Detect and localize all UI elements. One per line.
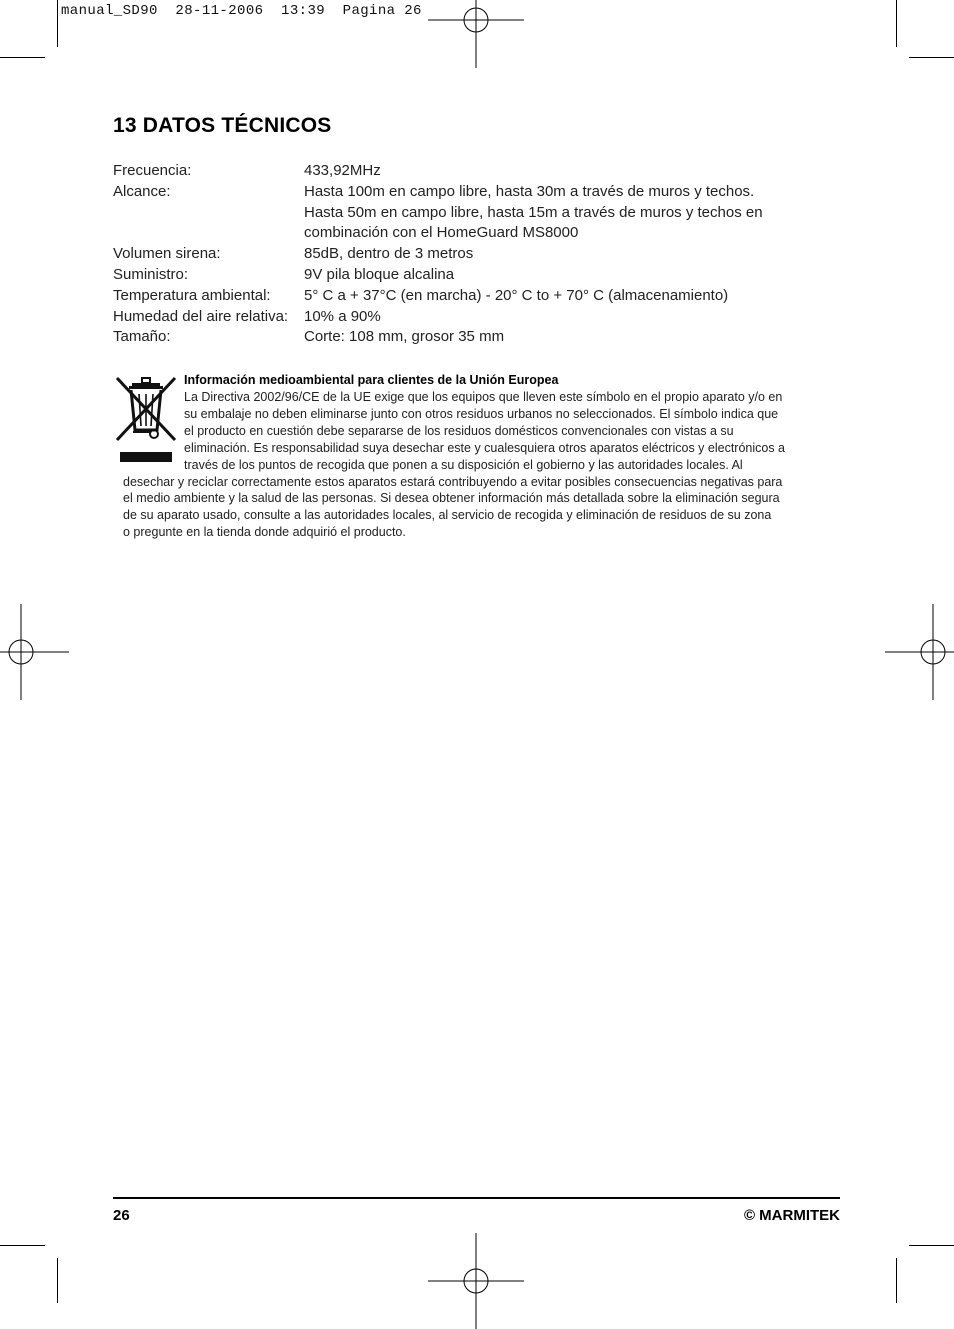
registration-mark-right (885, 604, 954, 700)
spec-label: Humedad del aire relativa: (113, 307, 289, 325)
registration-mark-left (0, 604, 69, 700)
spec-value-line: 9V pila bloque alcalina (304, 265, 455, 283)
spec-row (113, 307, 833, 328)
spec-label: Volumen sirena: (113, 245, 221, 263)
crop-mark (0, 57, 45, 58)
spec-label: Suministro: (113, 265, 189, 283)
crop-mark (0, 1245, 45, 1246)
spec-label: Tamaño: (113, 328, 171, 346)
footer-rule (113, 1197, 840, 1199)
crop-mark (896, 1258, 897, 1303)
spec-value-line: Hasta 50m en campo libre, hasta 15m a través de muros y techos en (304, 203, 763, 221)
environmental-notice-title: Información medioambiental para clientes de la Unión Europea (184, 373, 559, 387)
crop-mark (57, 1258, 58, 1303)
spec-value-line: 5° C a + 37°C (en marcha) - 20° C to + 70° C (almacenamiento) (304, 286, 729, 304)
spec-value (304, 307, 833, 328)
spec-value (304, 265, 833, 286)
environmental-notice-line: el medio ambiente y la salud de las personas. Si desea obtener información más detallada sobre la eliminación segura (123, 491, 780, 506)
footer-brand: © MARMITEK (743, 1207, 840, 1224)
spec-row (113, 327, 833, 348)
spec-value-line: Corte: 108 mm, grosor 35 mm (304, 328, 505, 346)
print-slug: manual_SD90 28-11-2006 13:39 Pagina 26 (61, 3, 422, 19)
spec-row (113, 244, 833, 265)
environmental-notice-line: través de los puntos de recogida que ponen a su disposición el gobierno y las autoridades locales. Al (184, 457, 743, 472)
crop-mark (909, 1245, 954, 1246)
spec-label: Temperatura ambiental: (113, 286, 271, 304)
crop-mark (909, 57, 954, 58)
page-number: 26 (113, 1207, 130, 1224)
spec-row (113, 182, 833, 244)
environmental-notice-line: eliminación. Es responsabilidad suya desechar este y cualesquiera otros aparatos eléctricos y electrónicos a (184, 440, 786, 455)
crop-mark (57, 0, 58, 47)
spec-value-line: combinación con el HomeGuard MS8000 (304, 224, 579, 242)
specs-table (113, 161, 833, 348)
spec-row (113, 286, 833, 307)
spec-row (113, 265, 833, 286)
section-heading: 13 DATOS TÉCNICOS (113, 114, 332, 137)
spec-label: Alcance: (113, 182, 171, 200)
environmental-notice-line: o pregunte en la tienda donde adquirió el producto. (123, 525, 406, 540)
environmental-notice-line: el producto en cuestión debe separarse de los residuos domésticos convencionales con vistas a su (184, 423, 734, 438)
environmental-notice-line: su embalaje no deben eliminarse junto con otros residuos urbanos no seleccionados. El símbolo indica que (184, 406, 779, 421)
registration-mark-bottom (428, 1233, 524, 1329)
spec-row (113, 161, 833, 182)
spec-value-line: 433,92MHz (304, 162, 381, 179)
environmental-notice-line: La Directiva 2002/96/CE de la UE exige que los equipos que lleven este símbolo en el propio aparato y/o en (184, 390, 783, 404)
spec-value-line: Hasta 100m en campo libre, hasta 30m a través de muros y techos. (304, 182, 755, 200)
registration-mark-top (428, 0, 524, 68)
environmental-notice-body (123, 389, 833, 541)
spec-value (304, 286, 833, 307)
spec-value (304, 182, 833, 244)
environmental-notice-line: desechar y reciclar correctamente estos aparatos estará contribuyendo a evitar posibles consecuencias negativas para (123, 474, 783, 489)
spec-value (304, 327, 833, 348)
spec-value (304, 161, 833, 182)
spec-label: Frecuencia: (113, 162, 192, 179)
spec-value-line: 85dB, dentro de 3 metros (304, 245, 474, 263)
spec-value-line: 10% a 90% (304, 307, 381, 325)
environmental-notice-line: de su aparato usado, consulte a las autoridades locales, al servicio de recogida y eliminación de residuos de su zona (123, 508, 772, 523)
spec-value (304, 244, 833, 265)
crop-mark (896, 0, 897, 47)
